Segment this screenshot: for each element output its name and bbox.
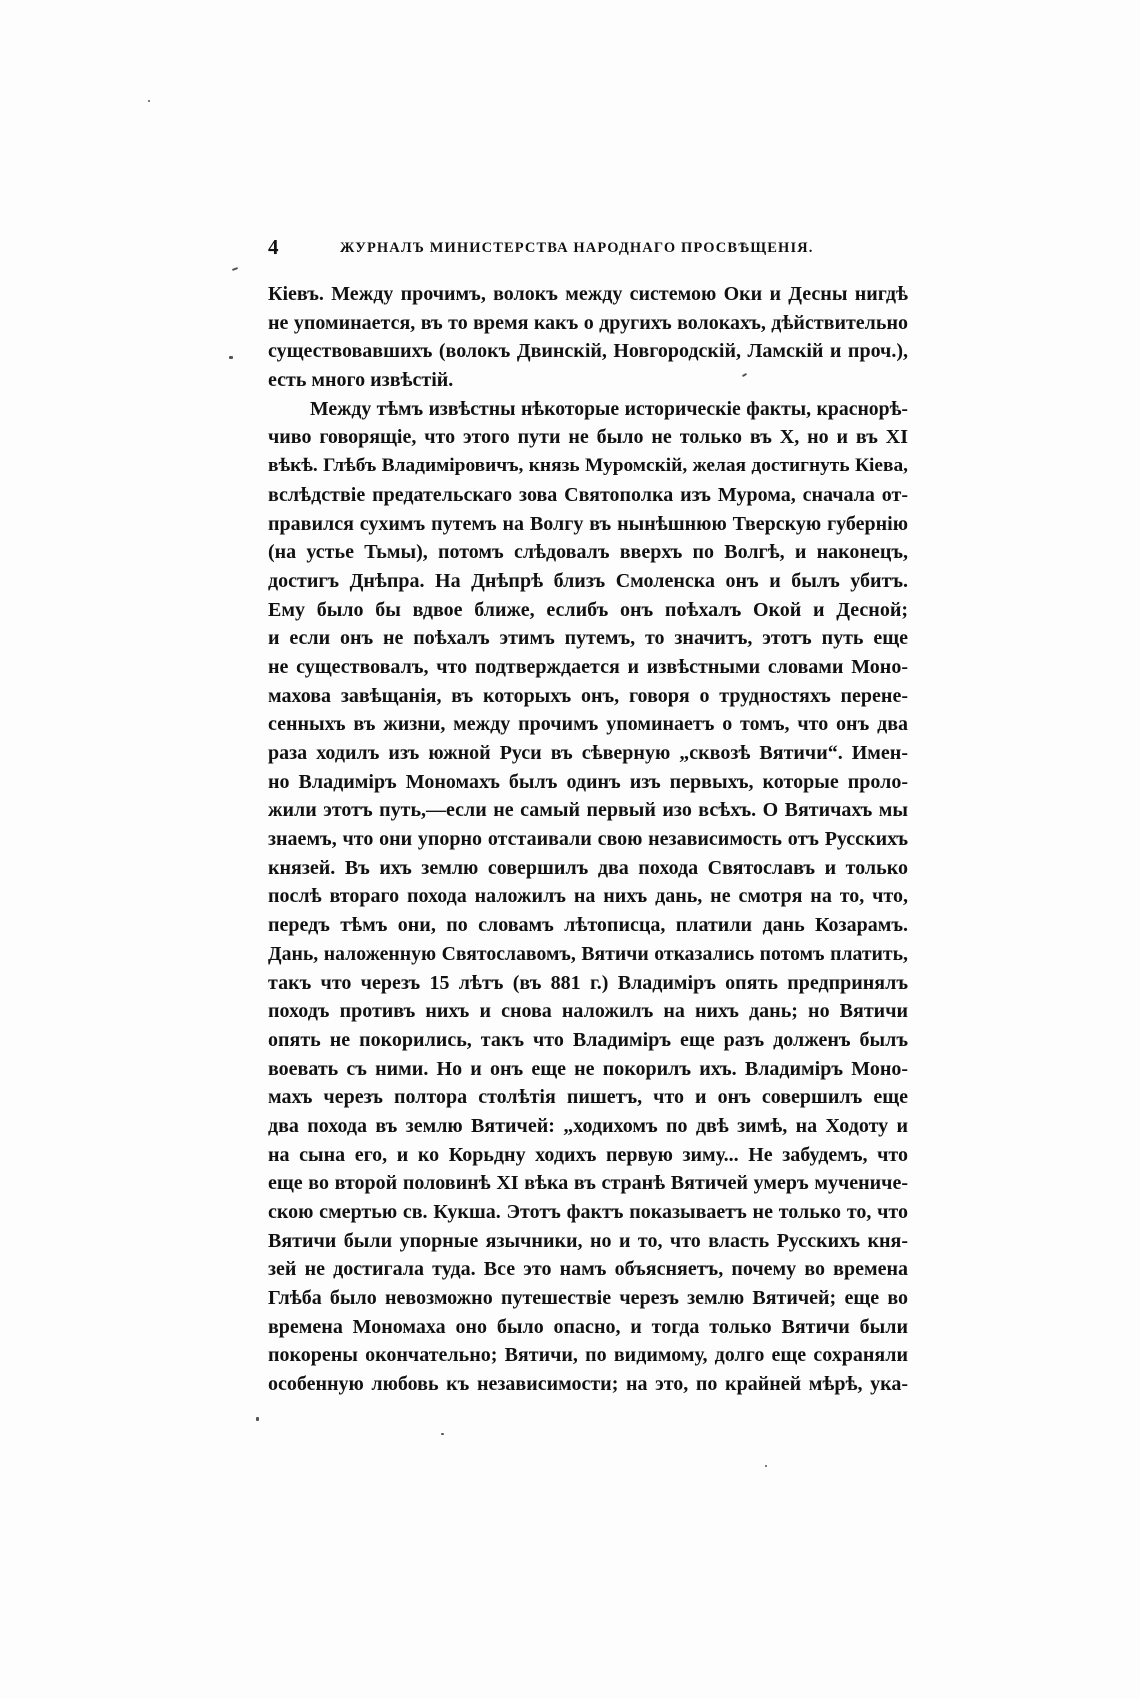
text-line: два похода въ землю Вятичей: „ходихомъ по двѣ зимѣ, на Ходоту и <box>268 1114 908 1137</box>
text-line: зей не достигала туда. Все это намъ объясняетъ, почему во времена <box>268 1258 908 1281</box>
text-line: Глѣба было невозможно путешествіе черезъ землю Вятичей; еще во <box>268 1287 908 1310</box>
text-line: сенныхъ въ жизни, между прочимъ упоминаетъ о томъ, что онъ два <box>268 713 908 736</box>
text-line: Дань, наложенную Святославомъ, Вятичи отказались потомъ платить, <box>268 942 908 965</box>
text-line: достигъ Днѣпра. На Днѣпрѣ близъ Смоленска онъ и былъ убитъ. <box>268 569 908 592</box>
text-line: (на устье Тьмы), потомъ слѣдовалъ вверхъ по Волгѣ, и наконецъ, <box>268 541 908 564</box>
text-line: махъ черезъ полтора столѣтія пишетъ, что и онъ совершилъ еще <box>268 1086 908 1109</box>
text-line: махова завѣщанія, въ которыхъ онъ, говоря о трудностяхъ перене- <box>268 684 908 707</box>
text-line: существовавшихъ (волокъ Двинскій, Новгородскій, Ламскій и проч.), <box>268 340 908 363</box>
text-line: князей. Въ ихъ землю совершилъ два похода Святославъ и только <box>268 856 908 879</box>
body-text <box>268 280 908 1399</box>
text-line: покорены окончательно; Вятичи, по видимому, долго еще сохраняли <box>268 1344 908 1367</box>
text-line: и если онъ не поѣхалъ этимъ путемъ, то значитъ, этотъ путь еще <box>268 627 908 650</box>
text-line: не упоминается, въ то время какъ о другихъ волокахъ, дѣйствительно <box>268 311 908 334</box>
text-line: воевать съ ними. Но и онъ еще не покорилъ ихъ. Владиміръ Моно- <box>268 1057 908 1080</box>
text-line: походъ противъ нихъ и снова наложилъ на нихъ дань; но Вятичи <box>268 1000 908 1023</box>
text-line: Между тѣмъ извѣстны нѣкоторые историческіе факты, краснорѣ- <box>310 397 908 420</box>
text-line: есть много извѣстій. <box>268 369 454 392</box>
scan-speck <box>441 1433 444 1435</box>
text-line: раза ходилъ изъ южной Руси въ сѣверную „сквозѣ Вятичи“. Имен- <box>268 742 908 764</box>
text-line: времена Мономаха оно было опасно, и тогда только Вятичи были <box>268 1315 908 1338</box>
text-line: на сына его, и ко Корьдну ходихъ первую зиму... Не забудемъ, что <box>268 1143 908 1166</box>
text-line: но Владиміръ Мономахъ былъ одинъ изъ первыхъ, которые проло- <box>268 770 908 793</box>
text-line: вслѣдствіе предательскаго зова Святополка изъ Мурома, сначала от- <box>268 483 908 506</box>
text-line: послѣ втораго похода наложилъ на нихъ дань, не смотря на то, что, <box>268 885 908 908</box>
scan-speck <box>229 356 233 359</box>
scan-speck <box>232 267 238 271</box>
running-head: ЖУРНАЛЪ МИНИСТЕРСТВА НАРОДНАГО ПРОСВѢЩЕНІЯ. <box>340 240 814 256</box>
text-line: жили этотъ путь,—если не самый первый изо всѣхъ. О Вятичахъ мы <box>268 799 908 822</box>
text-line: вѣкѣ. Глѣбъ Владиміровичъ, князь Муромскій, желая достигнуть Кіева, <box>268 455 908 477</box>
text-line: Вятичи были упорные язычники, но и то, что власть Русскихъ кня- <box>268 1229 908 1252</box>
paragraph <box>268 280 908 395</box>
paragraph <box>268 395 908 1399</box>
text-line: передъ тѣмъ они, по словамъ лѣтописца, платили дань Козарамъ. <box>268 914 908 937</box>
text-line: чиво говорящіе, что этого пути не было не только въ X, но и въ XI <box>268 426 908 449</box>
text-line: Кіевъ. Между прочимъ, волокъ между системою Оки и Десны нигдѣ <box>268 283 908 305</box>
scan-speck <box>148 100 150 102</box>
scan-speck <box>256 1417 259 1421</box>
scan-speck <box>765 1465 767 1467</box>
text-line: опять не покорились, такъ что Владиміръ еще разъ долженъ былъ <box>268 1028 908 1051</box>
page-header <box>268 232 908 262</box>
text-line: такъ что черезъ 15 лѣтъ (въ 881 г.) Владиміръ опять предпринялъ <box>268 971 908 994</box>
text-line: скою смертью св. Кукша. Этотъ фактъ показываетъ не только то, что <box>268 1201 908 1223</box>
text-line: знаемъ, что они упорно отстаивали свою независимость отъ Русскихъ <box>268 828 908 851</box>
text-line: еще во второй половинѣ XI вѣка въ странѣ Вятичей умеръ мучениче- <box>268 1172 908 1195</box>
text-line: Ему было бы вдвое ближе, еслибъ онъ поѣхалъ Окой и Десной; <box>268 598 908 621</box>
text-line: не существовалъ, что подтверждается и извѣстными словами Моно- <box>268 655 908 678</box>
text-line: правился сухимъ путемъ на Волгу въ нынѣшнюю Тверскую губернію <box>268 512 908 535</box>
text-line: особенную любовь къ независимости; на это, по крайней мѣрѣ, ука- <box>268 1373 908 1396</box>
page-number: 4 <box>268 235 279 259</box>
